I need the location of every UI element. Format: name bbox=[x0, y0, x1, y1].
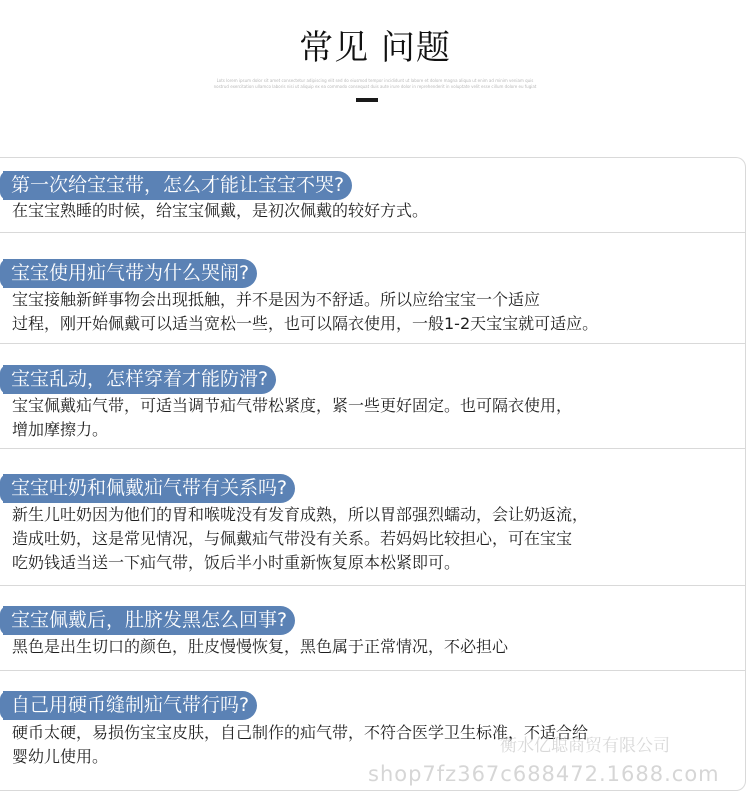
faq-answer bbox=[12, 394, 740, 442]
faq-answer-line: 硬币太硬，易损伤宝宝皮肤，自己制作的疝气带，不符合医学卫生标准，不适合给 bbox=[12, 723, 589, 742]
faq-answer bbox=[12, 199, 740, 223]
faq-question: 宝宝使用疝气带为什么哭闹? bbox=[3, 259, 257, 288]
faq-answer-line: 吃奶钱适当送一下疝气带，饭后半小时重新恢复原本松紧即可。 bbox=[12, 553, 461, 572]
faq-item bbox=[0, 449, 745, 585]
watermark-shop-url: shop7fz367c688472.1688.com bbox=[368, 762, 720, 786]
faq-answer-line: 黑色是出生切口的颜色，肚皮慢慢恢复，黑色属于正常情况，不必担心 bbox=[12, 637, 509, 656]
watermark-company: 衡水亿聪商贸有限公司 bbox=[500, 736, 670, 756]
faq-question: 宝宝佩戴后，肚脐发黑怎么回事? bbox=[3, 606, 295, 635]
subtitle-line-2: nostrud exercitation ullamco laboris nisi ut aliquip ex ea commodo consequat duis aute irure dolor in reprehenderit in voluptate velit esse cillum dolore eu fugiat bbox=[213, 84, 537, 89]
faq-item bbox=[0, 158, 745, 232]
faq-answer bbox=[12, 635, 740, 659]
faq-answer-line: 新生儿吐奶因为他们的胃和喉咙没有发育成熟，所以胃部强烈蠕动，会让奶返流， bbox=[12, 505, 589, 524]
faq-answer-line: 宝宝接触新鲜事物会出现抵触，并不是因为不舒适。所以应给宝宝一个适应 bbox=[12, 290, 541, 309]
faq-answer bbox=[12, 288, 740, 336]
faq-answer-line: 宝宝佩戴疝气带，可适当调节疝气带松紧度，紧一些更好固定。也可隔衣使用， bbox=[12, 396, 573, 415]
faq-answer-line: 在宝宝熟睡的时候，给宝宝佩戴，是初次佩戴的较好方式。 bbox=[12, 201, 429, 220]
faq-item bbox=[0, 344, 745, 448]
faq-item bbox=[0, 586, 745, 670]
page-title: 常见 问题 bbox=[299, 28, 451, 68]
header bbox=[0, 0, 750, 150]
faq-answer-line: 造成吐奶，这是常见情况，与佩戴疝气带没有关系。若妈妈比较担心，可在宝宝 bbox=[12, 529, 573, 548]
title-underline-bar bbox=[356, 98, 378, 102]
faq-question: 自己用硬币缝制疝气带行吗? bbox=[3, 691, 257, 720]
faq-panel bbox=[0, 157, 746, 791]
faq-question: 第一次给宝宝带，怎么才能让宝宝不哭? bbox=[3, 171, 352, 200]
faq-answer-line: 婴幼儿使用。 bbox=[12, 747, 109, 766]
faq-answer-line: 增加摩擦力。 bbox=[12, 420, 109, 439]
faq-question: 宝宝吐奶和佩戴疝气带有关系吗? bbox=[3, 474, 295, 503]
faq-answer-line: 过程，刚开始佩戴可以适当宽松一些，也可以隔衣使用，一般1-2天宝宝就可适应。 bbox=[12, 314, 599, 333]
faq-answer bbox=[12, 503, 740, 575]
subtitle-line-1: Lots lorem ipsum dolor sit amet consectetur adipiscing elit sed do eiusmod tempor incididunt ut labore et dolore magna aliqua ut enim ad minim veniam quis bbox=[216, 78, 534, 83]
faq-question: 宝宝乱动，怎样穿着才能防滑? bbox=[3, 365, 276, 394]
faq-item bbox=[0, 233, 745, 343]
